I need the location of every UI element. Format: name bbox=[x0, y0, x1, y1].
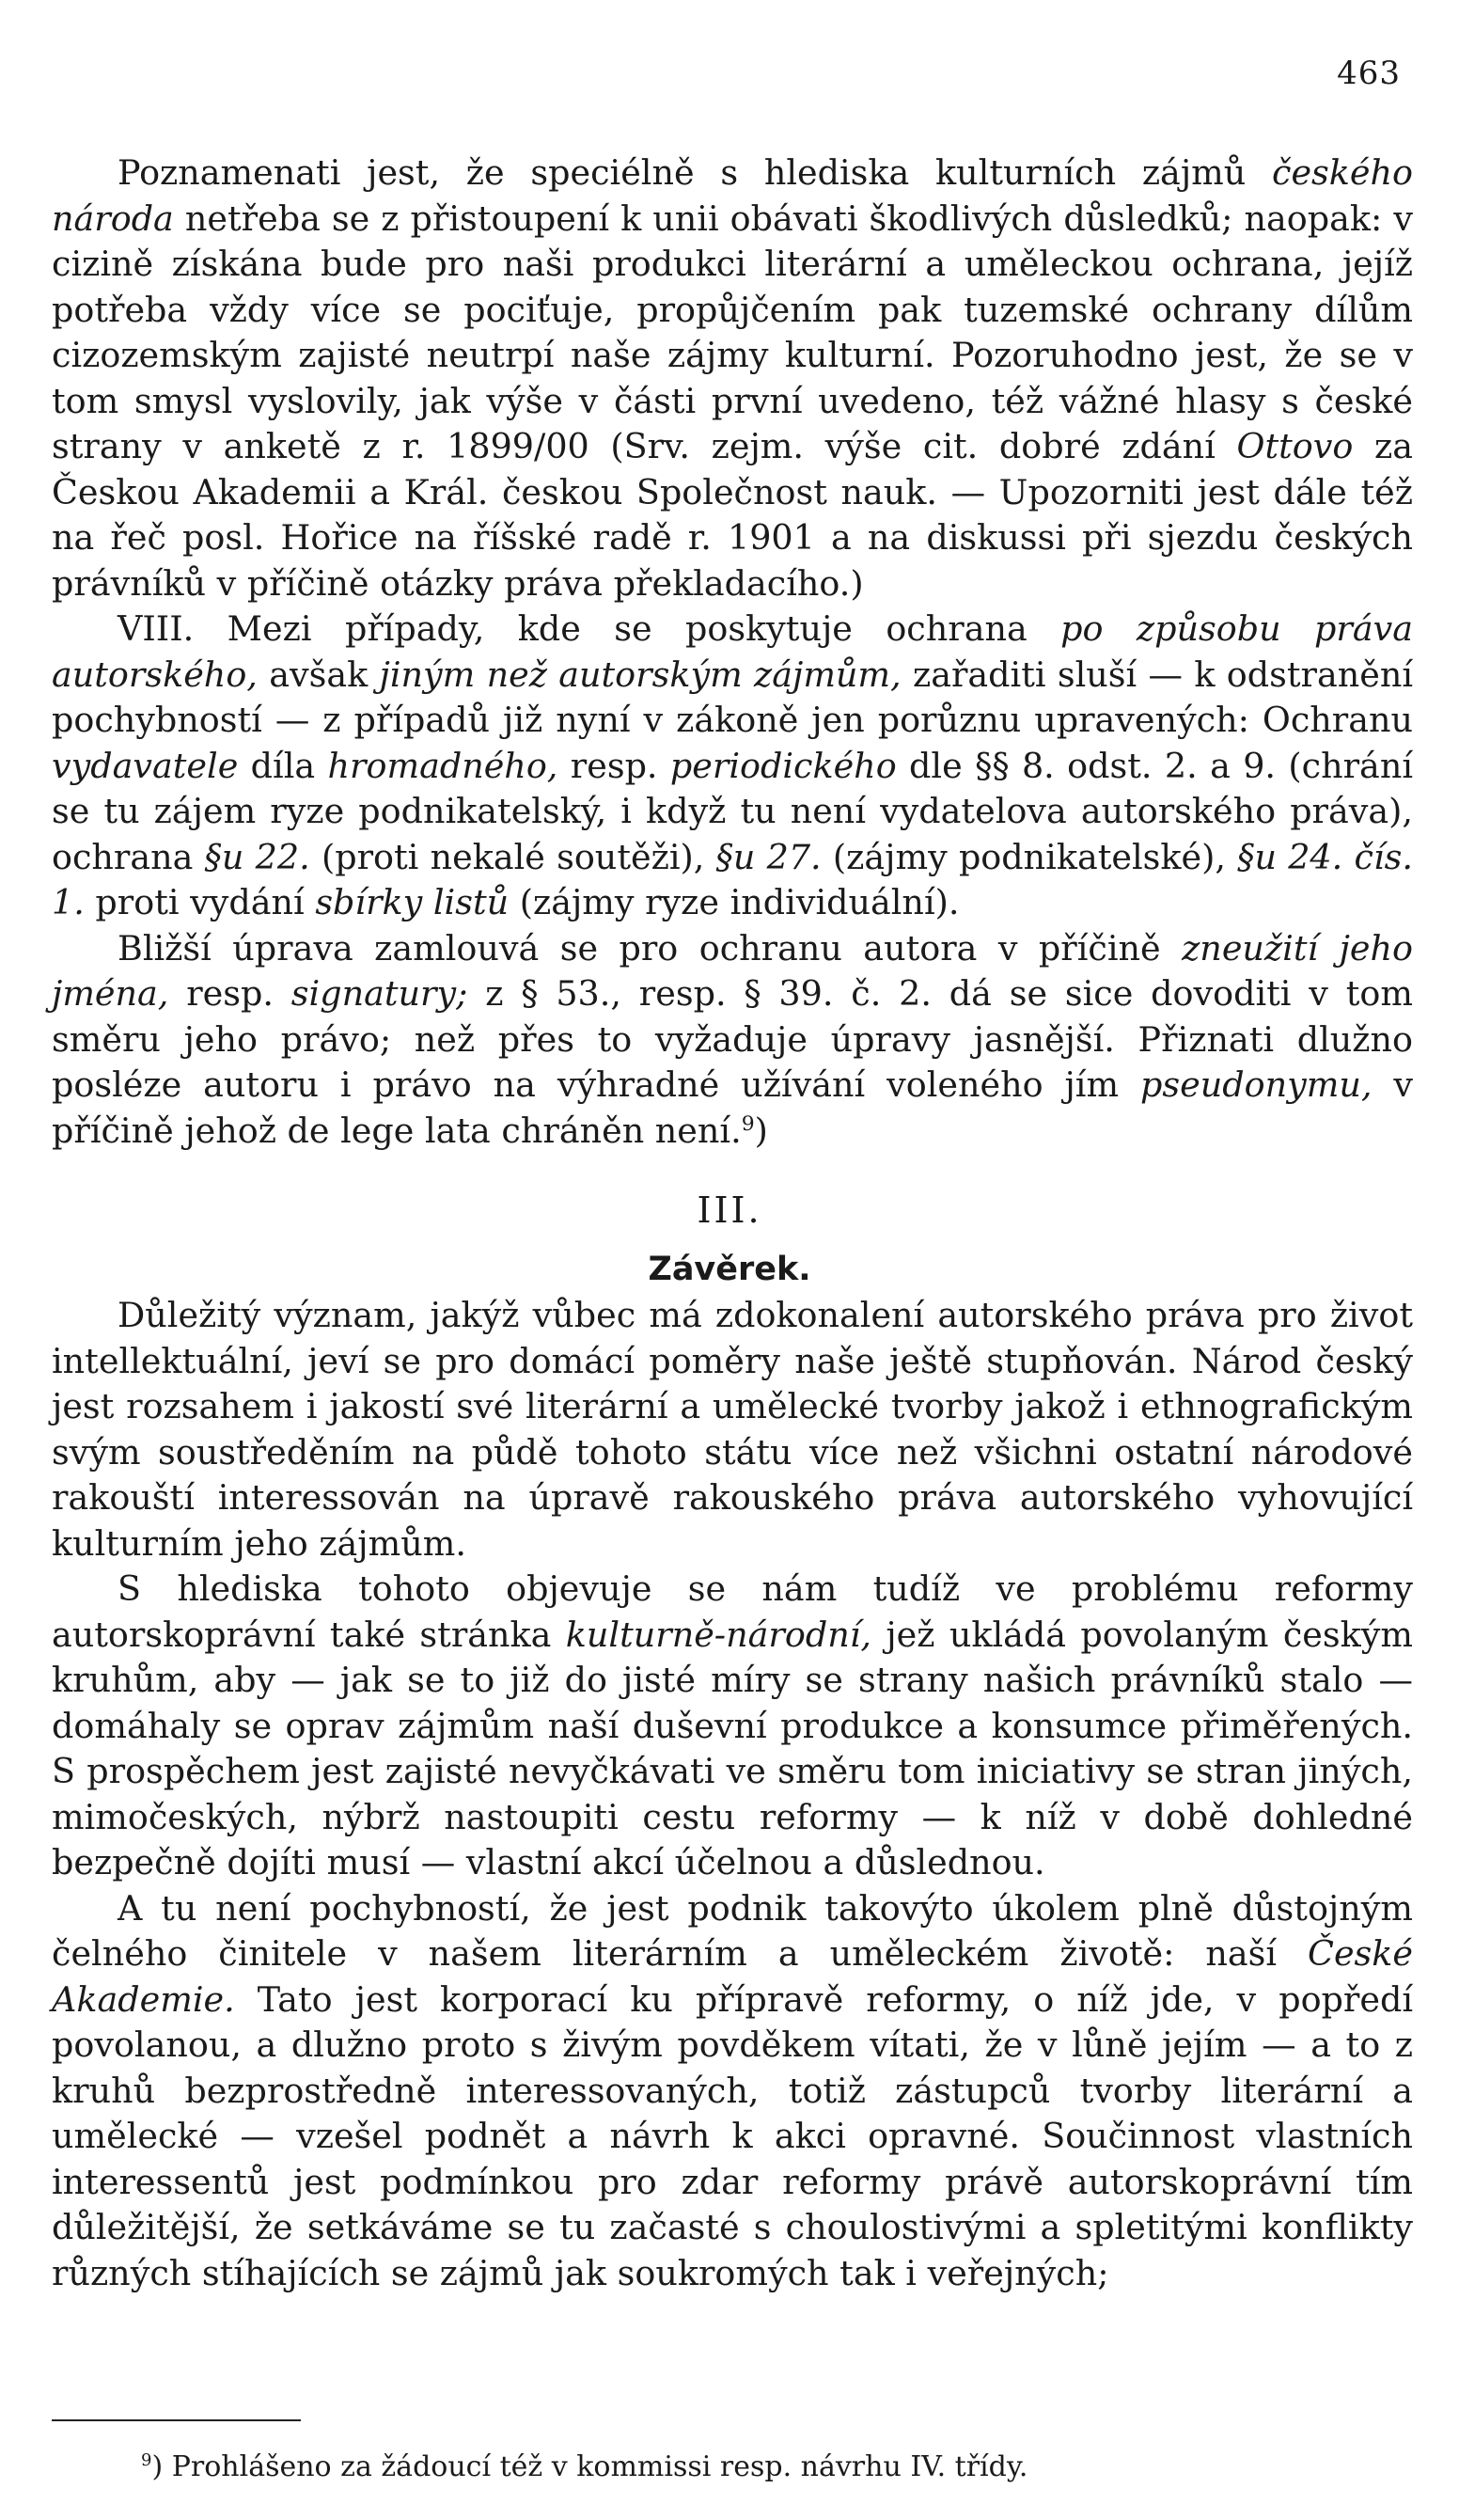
text-run: avšak bbox=[257, 654, 380, 695]
italic-run: České Akademie. bbox=[52, 1933, 1413, 2020]
paragraph-unie bbox=[52, 150, 1413, 606]
footnote-text: ) Prohlášeno za žádoucí též v kommissi resp. návrhu IV. třídy. bbox=[151, 2450, 1028, 2483]
text-run: zařaditi sluší — k odstranění pochybností — z případů již nyní v zákoně jen porůznu upravených: Ochranu bbox=[52, 654, 1413, 740]
footnote-reference[interactable]: 9 bbox=[741, 1111, 755, 1136]
footnote-marker: 9 bbox=[141, 2450, 152, 2470]
italic-run: kulturně-národní, bbox=[565, 1614, 871, 1655]
text-run: proti vydání bbox=[84, 882, 316, 922]
text-run: Bližší úprava zamlouvá se pro ochranu autora v příčině bbox=[118, 927, 1183, 969]
main-text-upper bbox=[52, 150, 1413, 1154]
italic-run: pseudonymu, bbox=[1140, 1064, 1373, 1105]
page-number: 463 bbox=[1337, 55, 1401, 92]
text-run: z § 53., resp. § 39. č. 2. dá se sice dovoditi v tom směru jeho právo; než přes to vyžaduje úpravy jasnější. Přiznati dlužno posléze autoru i právo na výhradné užívání voleného jím bbox=[52, 973, 1413, 1105]
italic-run: §u 24. čís. 1. bbox=[52, 836, 1413, 922]
italic-run: českého národa bbox=[52, 152, 1413, 239]
text-run: A tu není pochybností, že jest podnik takovýto úkolem plně důstojným čelného činitele v našem literárním a uměleckém životě: naší bbox=[52, 1887, 1413, 1974]
text-run: (zájmy podnikatelské), bbox=[821, 836, 1238, 877]
text-run: Důležitý význam, jakýž vůbec má zdokonalení autorského práva pro život intellektuální, jeví se pro domácí poměry naše ještě stupňován. Národ český jest rozsahem i jakostí své literární a umělecké tvorby jakož i ethnografickým svým soustředěním na půdě tohoto státu více než všichni ostatní národové rakouští interessován na úpravě rakouského práva autorského vyhovující kulturním jeho zájmům. bbox=[52, 1295, 1413, 1564]
paragraph-hlediska bbox=[52, 1567, 1413, 1886]
italic-run: §u 27. bbox=[715, 836, 822, 877]
text-run: dle §§ 8. odst. 2. a 9. (chrání se tu zájem ryze podnikatelský, i když tu není vydatelova autorského práva), ochrana bbox=[52, 745, 1413, 877]
italic-run: Ottovo bbox=[1236, 426, 1354, 466]
footnote bbox=[141, 2449, 1028, 2486]
italic-run: signatury; bbox=[290, 973, 468, 1014]
section-number: III. bbox=[697, 1189, 762, 1231]
italic-run: §u 22. bbox=[204, 836, 310, 877]
paragraph-akademie bbox=[52, 1886, 1413, 2297]
italic-run: sbírky listů bbox=[315, 882, 510, 922]
paragraph-vyznam bbox=[52, 1293, 1413, 1567]
text-run: resp. bbox=[168, 973, 291, 1014]
text-run: (proti nekalé soutěži), bbox=[309, 836, 716, 877]
paragraph-pseudonym bbox=[52, 926, 1413, 1155]
text-run: resp. bbox=[557, 745, 670, 786]
text-run: Tato jest korporací ku přípravě reformy, o níž jde, v popředí povolanou, a dlužno proto s živým povděkem vítati, že v lůně jejím — a to z kruhů bezprostředně interessovaných, totiž zástupců tvorby literární a umělecké — vzešel podnět a návrh k akci opravné. Součinnost vlastních interessentů jest podmínkou pro zdar reformy právě autorskoprávní tím důležitější, že setkáváme se tu začasté s choulostivými a spletitými konflikty různých stíhajících se zájmů jak soukromých tak i veřejných; bbox=[52, 1978, 1413, 2293]
italic-run: po způsobu práva autorského, bbox=[52, 608, 1413, 695]
text-run: ) bbox=[754, 1110, 768, 1151]
text-run: v příčině jehož de lege lata chráněn není. bbox=[52, 1064, 1413, 1151]
italic-run: zneužití jeho jména, bbox=[52, 927, 1414, 1014]
text-run: S hlediska tohoto objevuje se nám tudíž ve problému reformy autorskoprávní také stránka bbox=[52, 1568, 1413, 1655]
main-text-lower bbox=[52, 1293, 1413, 2296]
italic-run: periodického bbox=[669, 745, 897, 786]
text-run: netřeba se z přistoupení k unii obávati škodlivých důsledků; naopak: v cizině získána bude pro naši produkci literární a uměleckou ochrana, jejíž potřeba vždy více se pociťuje, propůjčením pak tuzemské ochrany dílům cizozemským zajisté neutrpí naše zájmy kulturní. Pozoruhodno jest, že se v tom smysl vyslovily, jak výše v části první uvedeno, též vážné hlasy s české strany v anketě z r. 1899/00 (Srv. zejm. výše cit. dobré zdání bbox=[52, 197, 1413, 466]
text-run: (zájmy ryze individuální). bbox=[509, 882, 960, 922]
italic-run: hromadného, bbox=[327, 745, 558, 786]
text-run: Poznamenati jest, že speciélně s hlediska kulturních zájmů bbox=[118, 152, 1273, 193]
footnote-divider bbox=[52, 2419, 301, 2421]
text-run: díla bbox=[238, 745, 328, 786]
text-run: za Českou Akademii a Král. českou Společnost nauk. — Upozorniti jest dále též na řeč posl. Hořice na říšské radě r. 1901 a na diskussi při sjezdu českých právníků v příčině otázky práva překladacího.) bbox=[52, 426, 1414, 604]
paragraph-viii bbox=[52, 606, 1413, 926]
text-run: jež ukládá povolaným českým kruhům, aby — jak se to již do jisté míry se strany našich právníků stalo — domáhaly se oprav zájmům naší duševní produkce a konsumce přiměřených. S prospěchem jest zajisté nevyčkávati ve směru tom iniciativy se stran jiných, mimočeských, nýbrž nastoupiti cestu reformy — k níž v době dohledné bezpečně dojíti musí — vlastní akcí účelnou a důslednou. bbox=[52, 1614, 1413, 1882]
italic-run: vydavatele bbox=[52, 745, 239, 786]
section-title: Závěrek. bbox=[648, 1251, 811, 1288]
text-run: VIII. Mezi případy, kde se poskytuje ochrana bbox=[118, 608, 1061, 649]
italic-run: jiným než autorským zájmům, bbox=[379, 654, 902, 695]
